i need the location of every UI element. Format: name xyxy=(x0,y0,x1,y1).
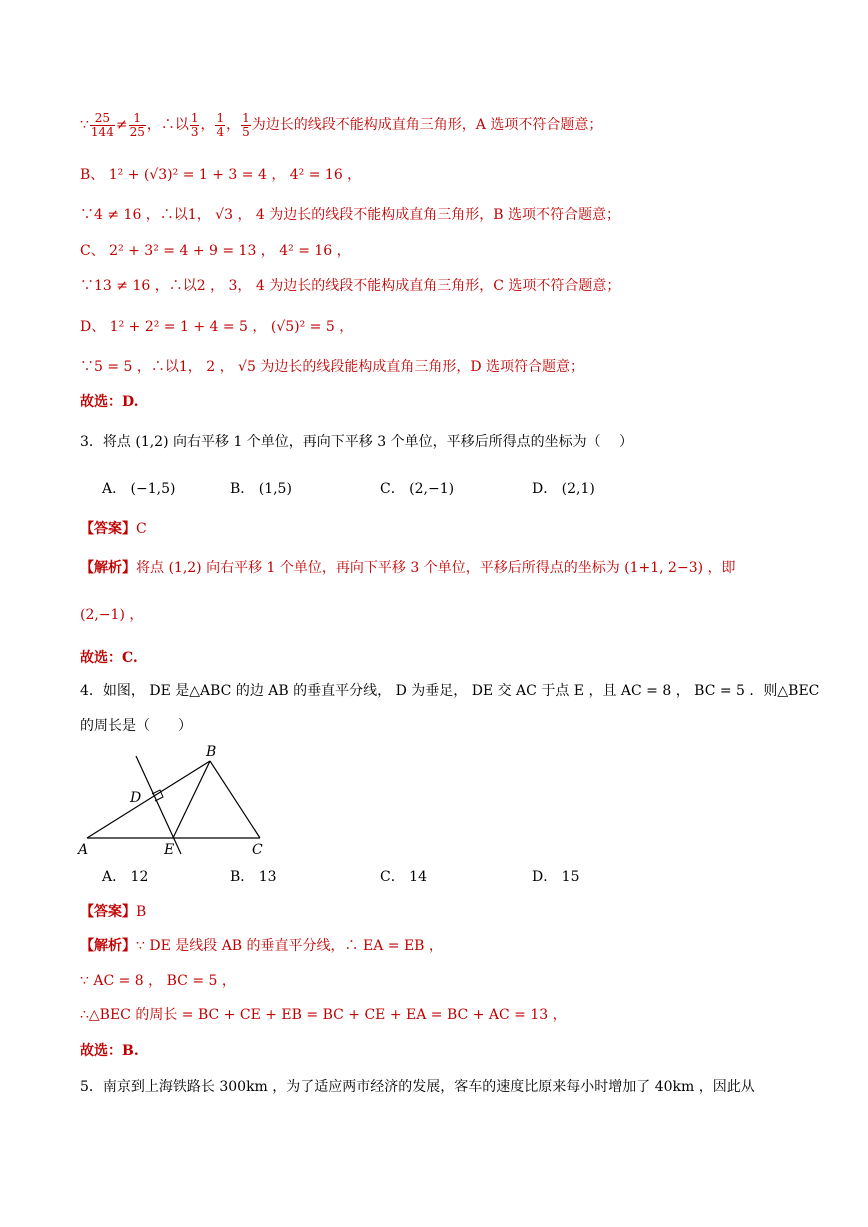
label-c: C xyxy=(252,842,263,858)
choose-answer-2: 故选：D. xyxy=(80,394,139,410)
solution-line-1: ∵ $\frac{25}{144}$ ≠ $\frac{1}{25}$ ，∴以 $\frac{1}{3}$ ， $\frac{1}{4}$ ， $\frac{1}{5}$ 为边长的线段不能构成直角三角形，A 选项不符合题意； xyxy=(80,110,603,139)
q4-answer xyxy=(80,901,798,923)
answer-tag: 【答案】 xyxy=(80,904,136,920)
solution-line-4: C、 2² + 3² = 4 + 9 = 13 ， 4² = 16 ， xyxy=(80,243,351,259)
q3-analysis-2: (2,−1) ， xyxy=(80,607,144,623)
segment-bc xyxy=(210,761,260,838)
q4-option-a: A． 12 xyxy=(102,869,149,885)
fraction-1-5: $\frac{1}{5}$ xyxy=(242,110,250,139)
fraction-1-3: $\frac{1}{3}$ xyxy=(190,110,199,139)
solution-line-2: B、 1² + (√3)² = 1 + 3 = 4 ， 4² = 16 ， xyxy=(80,167,362,183)
answer-tag: 【答案】 xyxy=(80,521,136,537)
analysis-tag: 【解析】 xyxy=(80,938,136,954)
analysis-tag: 【解析】 xyxy=(80,560,136,576)
q4-analysis-2: ∵ AC = 8 ， BC = 5 ， xyxy=(80,973,236,989)
q4-analysis-1: 【解析】∵ DE 是线段 AB 的垂直平分线，∴ EA = EB ， xyxy=(80,938,443,954)
label-d: D xyxy=(130,790,142,806)
question-3-stem: 3．将点 (1,2) 向右平移 1 个单位，再向下平移 3 个单位，平移后所得点的坐标为（ ） xyxy=(80,434,634,450)
because-symbol: ∵ xyxy=(80,117,89,133)
q4-option-c: C． 14 xyxy=(380,869,427,885)
solution-line-5: ∵13 ≠ 16 ，∴以2 ， 3， 4 为边长的线段不能构成直角三角形，C 选项不符合题意； xyxy=(80,278,621,294)
q3-option-a: A． (−1,5) xyxy=(102,481,176,497)
solution-line-6: D、 1² + 2² = 1 + 4 = 5 ， (√5)² = 5 ， xyxy=(80,319,354,335)
q3-answer xyxy=(80,518,798,540)
perpendicular-bisector-de xyxy=(136,756,181,854)
question-4-stem-2: 的周长是（ ） xyxy=(80,718,192,734)
label-b: B xyxy=(206,744,217,760)
answer-value: B xyxy=(136,904,147,920)
q4-option-d: D． 15 xyxy=(532,869,580,885)
q3-option-d: D． (2,1) xyxy=(532,481,595,497)
q3-choose: 故选：C. xyxy=(80,650,138,666)
fraction-1-25: $\frac{1}{25}$ xyxy=(129,110,145,139)
not-equal-symbol: ≠ xyxy=(115,117,128,133)
solution-line-7: ∵5 = 5 ，∴以1， 2 ， √5 为边长的线段能构成直角三角形，D 选项符合题意； xyxy=(80,359,585,375)
q3-analysis-1: 【解析】将点 (1,2) 向右平移 1 个单位，再向下平移 3 个单位，平移后所得点的坐标为 (1+1, 2−3) ，即 xyxy=(80,560,736,576)
q4-analysis-3: ∴△BEC 的周长 = BC + CE + EB = BC + CE + EA = BC + AC = 13 ， xyxy=(80,1007,567,1023)
q4-choose: 故选：B. xyxy=(80,1043,139,1059)
q4-option-b: B． 13 xyxy=(230,869,277,885)
q3-option-c: C． (2,−1) xyxy=(380,481,455,497)
solution-line-3: ∵4 ≠ 16 ，∴以1， √3 ， 4 为边长的线段不能构成直角三角形，B 选项不符合题意； xyxy=(80,207,620,223)
triangle-figure xyxy=(72,738,272,858)
question-4-stem-1: 4．如图， DE 是△ABC 的边 AB 的垂直平分线， D 为垂足， DE 交 AC 于点 E ，且 AC = 8 ， BC = 5 ．则△BEC xyxy=(80,683,820,699)
fraction-25-144: $\frac{25}{144}$ xyxy=(90,110,114,139)
label-a: A xyxy=(78,842,89,858)
q3-option-b: B． (1,5) xyxy=(230,481,292,497)
label-e: E xyxy=(164,842,175,858)
answer-value: C xyxy=(136,521,147,537)
question-5-stem: 5．南京到上海铁路长 300km ，为了适应两市经济的发展，客车的速度比原来每小时增加了 40km ，因此从 xyxy=(80,1079,755,1095)
fraction-1-4: $\frac{1}{4}$ xyxy=(216,110,225,139)
